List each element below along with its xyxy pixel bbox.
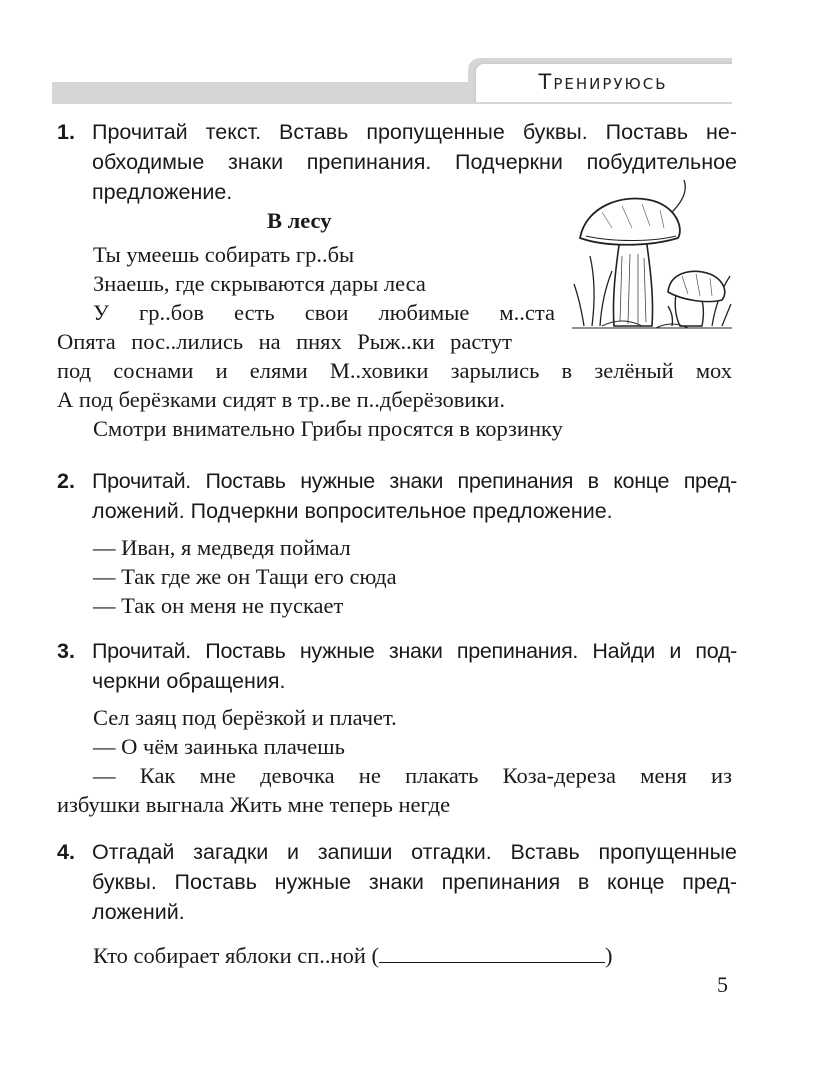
story-line: Смотри внимательно Грибы просятся в корзинку xyxy=(93,416,563,441)
page-number: 5 xyxy=(717,972,728,997)
story-line: — Как мне девочка не плакать Коза-дереза меня из xyxy=(93,763,732,788)
answer-blank[interactable] xyxy=(379,940,605,963)
task-3-instructions xyxy=(57,636,737,696)
riddle-line xyxy=(93,940,613,971)
task-number: 1. xyxy=(57,120,75,144)
task-line: предложение. xyxy=(92,180,233,204)
task-line: Прочитай. Поставь нужные знаки препинания. Найди и под- xyxy=(92,639,737,663)
story-line: избушки выгнала Жить мне теперь негде xyxy=(57,792,451,817)
dialog-line: — Так он меня не пускает xyxy=(93,593,344,618)
story-line: У гр..бов есть свои любимые м..ста xyxy=(93,300,555,325)
section-title: Тренируюсь xyxy=(538,70,668,94)
mushroom-illustration xyxy=(572,176,732,336)
task-number: 4. xyxy=(57,840,75,864)
story-line: Сел заяц под берёзкой и плачет. xyxy=(93,705,397,730)
story-line: — О чём заинька плачешь xyxy=(93,734,345,759)
task-line: Прочитай. Поставь нужные знаки препинания в конце пред- xyxy=(92,469,737,493)
task-line: ложений. xyxy=(92,900,185,924)
story-line: Ты умеешь собирать гр..бы xyxy=(93,242,355,267)
task-line: ложений. Подчеркни вопросительное предложение. xyxy=(92,499,613,523)
task-number: 3. xyxy=(57,639,75,663)
task-line: Отгадай загадки и запиши отгадки. Вставь пропущенные xyxy=(92,840,737,864)
task-2-instructions xyxy=(57,466,737,526)
dialog-line: — Иван, я медведя поймал xyxy=(93,535,351,560)
task-line: черкни обращения. xyxy=(92,669,286,693)
task-number: 2. xyxy=(57,469,75,493)
task-line: обходимые знаки препинания. Подчеркни побудительное xyxy=(92,150,737,174)
story-line: Знаешь, где скрываются дары леса xyxy=(93,271,426,296)
riddle-close: ) xyxy=(605,943,613,968)
task-line: буквы. Поставь нужные знаки препинания в конце пред- xyxy=(92,870,737,894)
story-line: А под берёзками сидят в тр..ве п..дберёзовики. xyxy=(57,387,505,412)
story-line: Опята пос..лились на пнях Рыж..ки растут xyxy=(57,329,512,354)
task-line: Прочитай текст. Вставь пропущенные буквы. Поставь не- xyxy=(92,120,737,144)
story-title: В лесу xyxy=(267,208,332,233)
task-4-instructions xyxy=(57,837,737,927)
riddle-text: Кто собирает яблоки сп..ной ( xyxy=(93,943,380,968)
dialog-line: — Так где же он Тащи его сюда xyxy=(93,564,397,589)
story-line: под соснами и елями М..ховики зарылись в зелёный мох xyxy=(57,358,732,383)
